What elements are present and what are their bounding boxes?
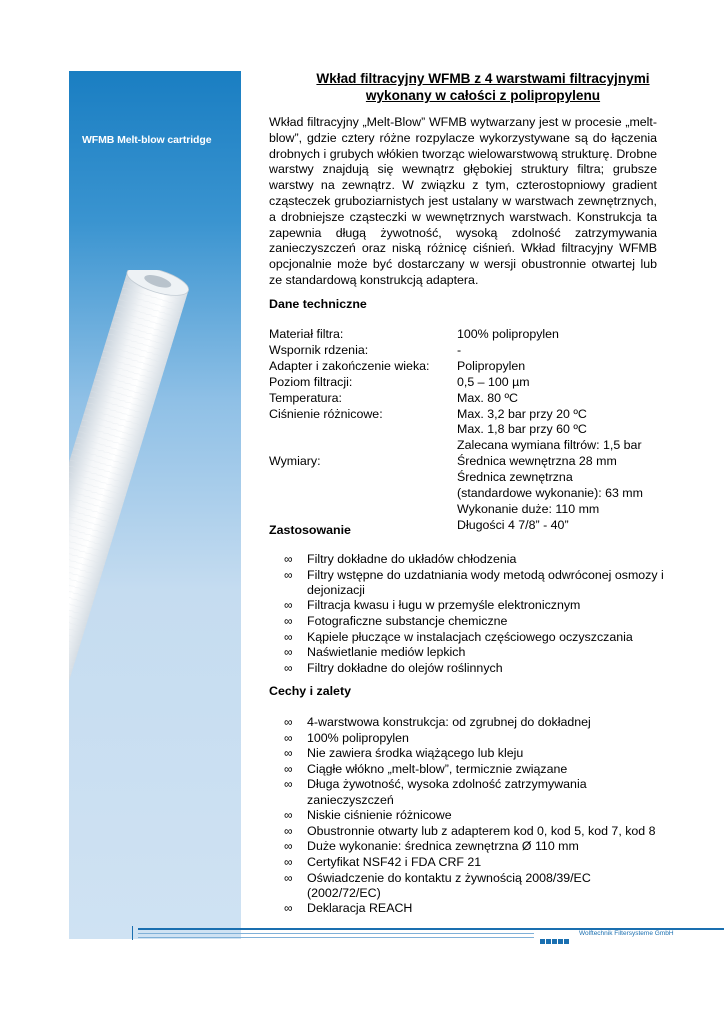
bullet-icon: ∞ [284, 746, 293, 761]
tech-row-value: Zalecana wymiana filtrów: 1,5 bar [457, 438, 642, 453]
list-item [284, 762, 664, 777]
tech-row-label [269, 502, 457, 518]
list-item-text: Deklaracja REACH [307, 901, 413, 916]
list-item-text: Filtry wstępne do uzdatniania wody metodą odwróconej osmozy i dejonizacji [307, 567, 664, 597]
sidebar-caption: WFMB Melt-blow cartridge [82, 134, 212, 146]
bullet-icon: ∞ [284, 870, 293, 885]
tech-row-label: Poziom filtracji: [269, 374, 353, 389]
list-item [284, 568, 664, 598]
tech-row [269, 375, 643, 391]
list-item-text: Ciągłe włókno „melt-blow”, termicznie związane [307, 761, 568, 776]
list-item [284, 598, 664, 613]
list-item [284, 824, 664, 839]
list-item [284, 645, 664, 660]
tech-row-value: Max. 1,8 bar przy 60 ºC [457, 422, 587, 437]
bullet-icon: ∞ [284, 777, 293, 792]
tech-row [269, 327, 643, 343]
bullet-icon: ∞ [284, 645, 293, 660]
bullet-icon: ∞ [284, 598, 293, 613]
list-item-text: Fotograficzne substancje chemiczne [307, 613, 508, 628]
tech-row-value: Wykonanie duże: 110 mm [457, 501, 600, 516]
bullet-icon: ∞ [284, 629, 293, 644]
tech-row-value: Max. 80 ºC [457, 390, 518, 405]
list-item [284, 855, 664, 870]
list-item [284, 777, 664, 807]
features-list [284, 715, 664, 917]
list-item-text: Oświadczenie do kontaktu z żywnością 2008/39/EC (2002/72/EC) [307, 870, 591, 900]
bullet-icon: ∞ [284, 808, 293, 823]
tech-row [269, 343, 643, 359]
list-item-text: 100% polipropylen [307, 730, 409, 745]
bullet-icon: ∞ [284, 660, 293, 675]
tech-row [269, 422, 643, 438]
filter-cartridge-image [69, 270, 241, 710]
tech-row-label [269, 470, 457, 486]
tech-row [269, 438, 643, 454]
list-item [284, 871, 664, 901]
bullet-icon: ∞ [284, 761, 293, 776]
bullet-icon: ∞ [284, 823, 293, 838]
tech-row [269, 407, 643, 423]
tech-row-value: Długości 4 7/8” - 40” [457, 517, 569, 532]
tech-row-value: Max. 3,2 bar przy 20 ºC [457, 406, 587, 421]
list-item [284, 715, 664, 730]
list-item-text: Filtry dokładne do układów chłodzenia [307, 552, 517, 566]
bullet-icon: ∞ [284, 552, 293, 566]
bullet-icon: ∞ [284, 839, 293, 854]
tech-row [269, 454, 643, 470]
tech-row-value: Polipropylen [457, 358, 526, 373]
list-item [284, 901, 664, 916]
list-item-text: 4-warstwowa konstrukcja: od zgrubnej do dokładnej [307, 715, 591, 729]
list-item-text: Filtry dokładne do olejów roślinnych [307, 660, 503, 675]
tech-row-value: - [457, 342, 462, 357]
tech-row-label: Temperatura: [269, 390, 342, 405]
list-item-text: Filtracja kwasu i ługu w przemyśle elektronicznym [307, 598, 581, 613]
usage-list [284, 552, 664, 676]
tech-row [269, 502, 643, 518]
tech-row-label: Materiał filtra: [269, 327, 344, 341]
tech-row-label: Wymiary: [269, 454, 321, 469]
list-item [284, 614, 664, 629]
bullet-icon: ∞ [284, 613, 293, 628]
page-title [248, 70, 718, 104]
list-item [284, 839, 664, 854]
list-item-text: Obustronnie otwarty lub z adapterem kod 0, kod 5, kod 7, kod 8 [307, 823, 656, 838]
list-item [284, 661, 664, 676]
intro-paragraph: Wkład filtracyjny „Melt-Blow” WFMB wytwarzany jest w procesie „melt-blow”, gdzie cztery różne rozpylacze wykorzystywane są do łączenia drobnych i grubych włókien tworząc wielowarstwową strukturę. Drobne warstwy znajdują się wewnątrz głębokiej struktury filtra; grubsze warstwy na zewnątrz. W związku z tym, czterostopniowy gradient cząsteczek gruboziarnistych jest ustalany w warstwach zewnętrznych, a drobniejsze cząsteczki w wewnętrznych warstwach. Konstrukcja ta zapewnia długą żywotność, wysoką zdolność zatrzymywania zanieczyszczeń oraz niską różnicę ciśnień. Wkład filtracyjny WFMB opcjonalnie może być dostarczany w wersji obustronnie otwartej lub ze standardową konstrukcją adaptera. [269, 115, 657, 287]
list-item [284, 808, 664, 823]
list-item-text: Duże wykonanie: średnica zewnętrzna Ø 110 mm [307, 839, 579, 854]
tech-row-value: Średnica wewnętrzna 28 mm [457, 454, 617, 469]
bullet-icon: ∞ [284, 901, 293, 916]
list-item-text: Nie zawiera środka wiążącego lub kleju [307, 746, 524, 761]
tech-row-label: Wspornik rdzenia: [269, 342, 369, 357]
list-item [284, 552, 664, 567]
tech-heading: Dane techniczne [269, 297, 367, 311]
tech-row [269, 486, 643, 502]
list-item [284, 630, 664, 645]
features-heading: Cechy i zalety [269, 684, 351, 698]
bullet-icon: ∞ [284, 715, 293, 729]
title-line-1: Wkład filtracyjny WFMB z 4 warstwami filtracyjnymi [316, 71, 650, 86]
bullet-icon: ∞ [284, 567, 293, 582]
tech-row-label [269, 438, 457, 454]
tech-row-label [269, 422, 457, 438]
bullet-icon: ∞ [284, 854, 293, 869]
footer-company-name: Wolftechnik Filtersysteme GmbH [579, 930, 674, 937]
list-item-text: Kąpiele płuczące w instalacjach częściowego oczyszczania [307, 629, 633, 644]
tech-row-value: 100% polipropylen [457, 327, 559, 341]
tech-row [269, 359, 643, 375]
list-item-text: Długa żywotność, wysoka zdolność zatrzymywania zanieczyszczeń [307, 777, 587, 807]
list-item-text: Naświetlanie mediów lepkich [307, 645, 466, 660]
list-item [284, 731, 664, 746]
tech-table [269, 327, 643, 534]
tech-row-value: (standardowe wykonanie): 63 mm [457, 486, 643, 501]
title-line-2: wykonany w całości z polipropylenu [365, 88, 601, 103]
tech-row [269, 391, 643, 407]
usage-heading: Zastosowanie [269, 523, 351, 537]
footer-logo-squares [540, 931, 570, 949]
list-item-text: Niskie ciśnienie różnicowe [307, 808, 452, 823]
tech-row-label: Ciśnienie różnicowe: [269, 406, 383, 421]
list-item [284, 746, 664, 761]
tech-row [269, 470, 643, 486]
tech-row-label [269, 486, 457, 502]
list-item-text: Certyfikat NSF42 i FDA CRF 21 [307, 854, 482, 869]
tech-row-value: 0,5 – 100 µm [457, 374, 530, 389]
tech-row-label: Adapter i zakończenie wieka: [269, 358, 430, 373]
bullet-icon: ∞ [284, 730, 293, 745]
tech-row-value: Średnica zewnętrzna [457, 470, 573, 485]
